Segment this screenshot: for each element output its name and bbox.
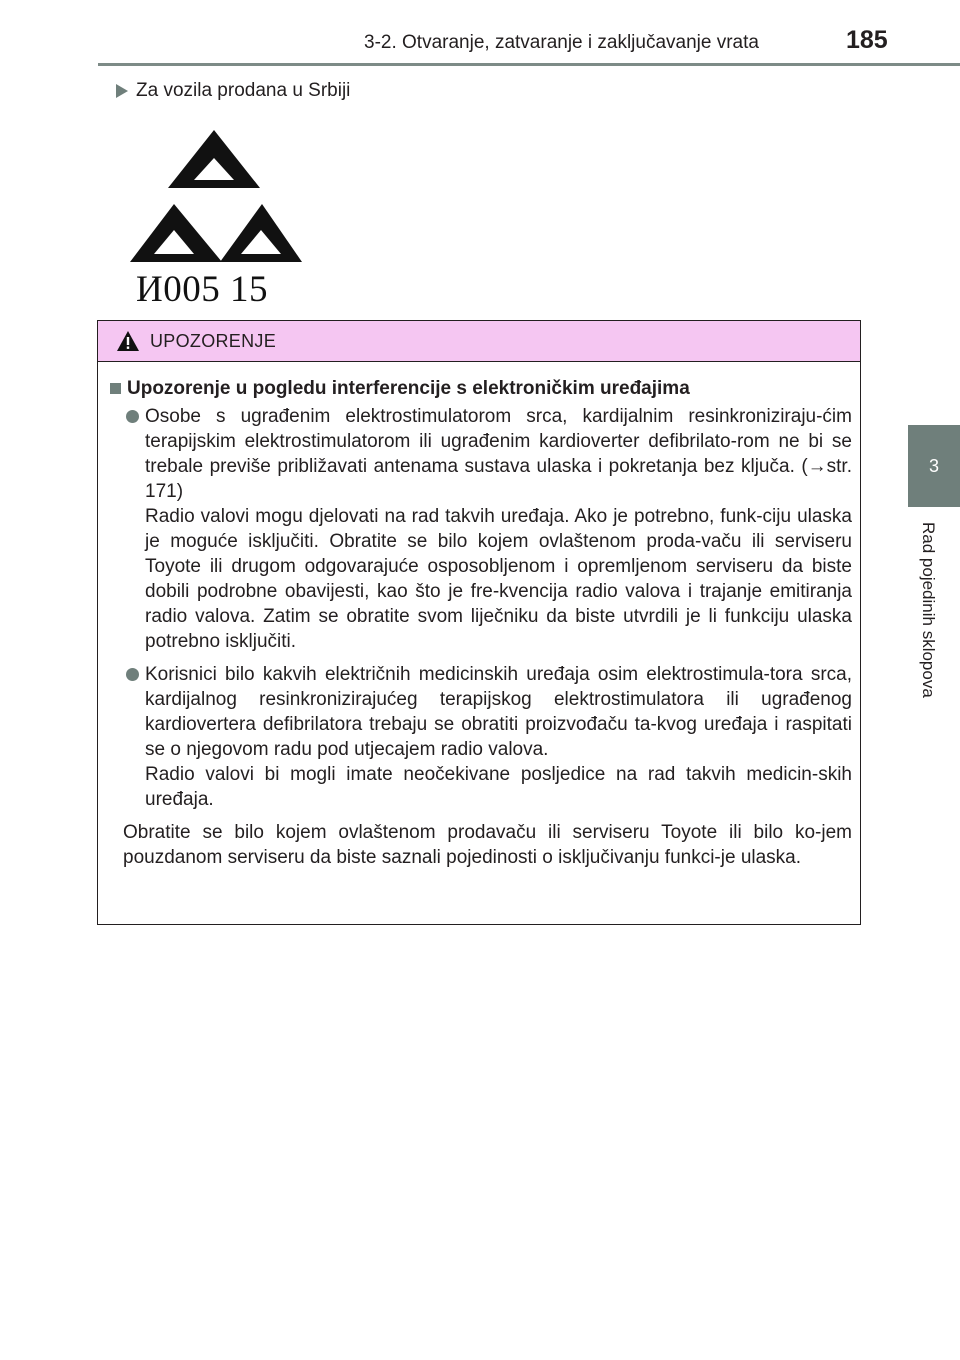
bullet-paragraph: Korisnici bilo kakvih električnih medicinskih uređaja osim elektrostimula-tora srca, kardijalnog resinkronizirajućeg terapijskog elektrostimulatora ili ugrađenog kardiovertera defibrilatora trebaju se obratiti proizvođaču ta-kvog uređaja i raspitati se o njegovom radu pod utjecajem radio valova. — [145, 664, 852, 760]
running-header-section: 3-2. Otvaranje, zatvaranje i zaključavanje vrata — [364, 32, 759, 53]
bullet-paragraph: Osobe s ugrađenim elektrostimulatorom srca, kardijalnim resinkroniziraju-ćim terapijskim elektrostimulatorom ili ugrađenim kardioverter defibrilato-rom ne bi se trebale previše približavati antenama sustava ulaska i pokretanja bez ključa. (→str. 171) — [145, 406, 852, 502]
section-heading-text: Upozorenje u pogledu interferencije s elektroničkim uređajima — [127, 378, 690, 399]
square-bullet-icon — [110, 383, 121, 394]
bullet-item — [110, 404, 852, 654]
page-number: 185 — [846, 26, 888, 54]
arrow-bullet-icon — [116, 84, 128, 98]
warning-header — [98, 321, 860, 362]
warning-triangle-icon — [116, 330, 140, 352]
circle-bullet-icon — [126, 668, 139, 681]
certification-code: И005 15 — [136, 269, 268, 310]
circle-bullet-icon — [126, 410, 139, 423]
chapter-tab — [908, 425, 960, 507]
warning-box — [97, 320, 861, 925]
chapter-number: 3 — [928, 455, 939, 476]
chapter-title: Rad pojedinih sklopova — [919, 522, 938, 698]
region-label-text: Za vozila prodana u Srbiji — [136, 80, 351, 101]
bullet-paragraph: Radio valovi mogu djelovati na rad takvih uređaja. Ako je potrebno, funk-ciju ulaska je moguće isključiti. Obratite se bilo kojem ovlaštenom proda-vaču ili serviseru Toyote ili drugom odgovarajuće osposobljenom i opremljenom serviseru da biste dobili podrobne obavijesti, kao što je fre-kvencija radio valova i trajanje emitiranja radio valova. Zatim se obratite svom liječniku da biste utvrdili je li funkciju ulaska potrebno isključiti. — [145, 506, 852, 652]
closing-paragraph: Obratite se bilo kojem ovlaštenom prodavaču ili serviseru Toyote ili bilo ko-jem pouzdanom serviseru da biste saznali pojedinosti o isključivanju funkci-je ulaska. — [123, 822, 852, 868]
section-heading — [110, 376, 852, 401]
warning-body — [98, 362, 860, 870]
header-divider — [98, 63, 960, 66]
bullet-paragraph: Radio valovi bi mogli imate neočekivane posljedice na rad takvih medicin-skih uređaja. — [145, 764, 852, 810]
warning-title: UPOZORENJE — [150, 330, 277, 351]
region-label — [116, 80, 350, 102]
bullet-item — [110, 662, 852, 812]
